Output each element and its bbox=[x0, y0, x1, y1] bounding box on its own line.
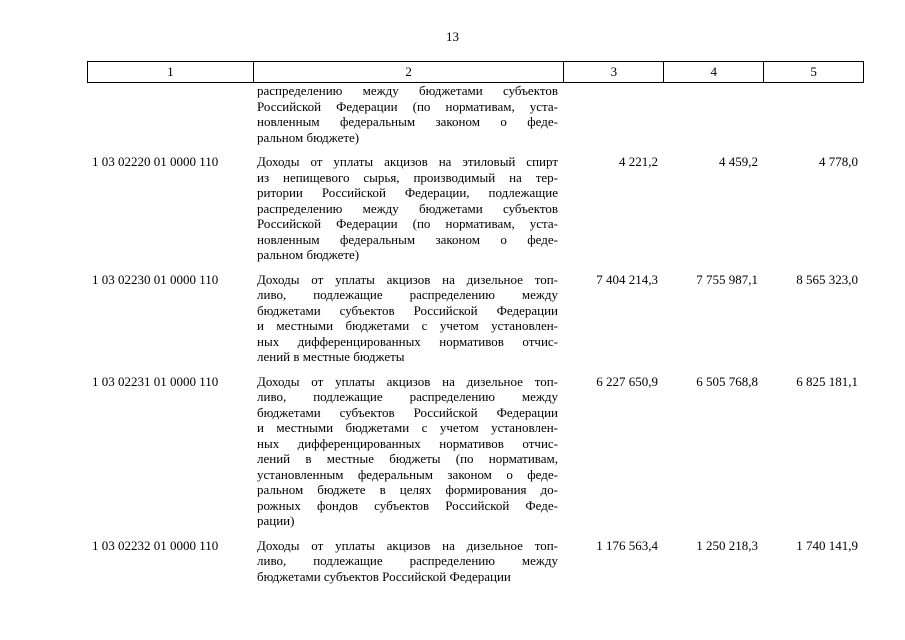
description-line: новленным федеральным законом о феде- bbox=[257, 231, 558, 247]
description-line: ливо, подлежащие распределению между bbox=[257, 287, 558, 302]
header-col-2: 2 bbox=[254, 62, 565, 82]
description-line: Доходы от уплаты акцизов на дизельное топ- bbox=[257, 537, 558, 553]
amount-column-5: 6 825 181,1 bbox=[796, 373, 858, 389]
description-line: ральном бюджете) bbox=[257, 129, 360, 145]
budget-classification-code: 1 03 02220 01 0000 110 bbox=[92, 154, 219, 169]
description-line: ритории Российской Федерации, подлежащие bbox=[257, 185, 558, 200]
table-header bbox=[87, 61, 864, 83]
description-line: Российской Федерации (по нормативам, уста- bbox=[257, 98, 558, 114]
amount-column-4: 6 505 768,8 bbox=[696, 373, 758, 389]
description-line: и местными бюджетами с учетом установлен- bbox=[257, 318, 558, 333]
description-line: ральном бюджете в целях формирования до- bbox=[257, 482, 558, 497]
amount-column-3: 4 221,2 bbox=[619, 154, 658, 169]
budget-classification-code: 1 03 02232 01 0000 110 bbox=[92, 537, 219, 553]
amount-column-5: 8 565 323,0 bbox=[796, 271, 858, 287]
table-row bbox=[87, 538, 864, 585]
amount-column-5: 1 740 141,9 bbox=[796, 537, 858, 553]
description-line: ливо, подлежащие распределению между bbox=[257, 389, 558, 404]
description-line: лений в местные бюджеты bbox=[257, 349, 405, 364]
amount-column-4 bbox=[664, 83, 764, 145]
description-line: новленным федеральным законом о феде- bbox=[257, 114, 558, 129]
header-col-3: 3 bbox=[564, 62, 664, 82]
description-line: Доходы от уплаты акцизов на этиловый спирт bbox=[257, 154, 558, 169]
amount-column-4: 1 250 218,3 bbox=[696, 537, 758, 553]
revenue-description bbox=[253, 538, 564, 585]
description-line: бюджетами субъектов Российской Федерации bbox=[257, 568, 511, 584]
description-line: Российской Федерации (по нормативам, уста- bbox=[257, 216, 558, 231]
description-line: установленным федеральным законом о феде- bbox=[257, 466, 558, 482]
description-line: распределению между бюджетами субъектов bbox=[257, 200, 558, 216]
budget-classification-code: 1 03 02231 01 0000 110 bbox=[92, 373, 219, 389]
description-line: из непищевого сырья, производимый на тер- bbox=[257, 169, 558, 185]
amount-column-5: 4 778,0 bbox=[819, 154, 858, 169]
table-body bbox=[87, 83, 864, 593]
description-line: и местными бюджетами с учетом установлен- bbox=[257, 420, 558, 435]
revenue-description bbox=[253, 83, 564, 145]
table-row bbox=[87, 154, 864, 263]
page-number: 13 bbox=[446, 29, 459, 44]
description-line: лений в местные бюджеты (по нормативам, bbox=[257, 451, 558, 466]
description-line: ных дифференцированных нормативов отчис- bbox=[257, 435, 558, 451]
amount-column-3: 7 404 214,3 bbox=[596, 271, 658, 287]
amount-column-4: 4 459,2 bbox=[719, 154, 758, 169]
description-line: бюджетами субъектов Российской Федерации bbox=[257, 302, 558, 318]
description-line: ных дифференцированных нормативов отчис- bbox=[257, 333, 558, 349]
amount-column-3: 1 176 563,4 bbox=[596, 537, 658, 553]
amount-column-4: 7 755 987,1 bbox=[696, 271, 758, 287]
header-col-5: 5 bbox=[764, 62, 864, 82]
revenue-description bbox=[253, 374, 564, 529]
amount-column-3 bbox=[564, 83, 664, 145]
description-line: ральном бюджете) bbox=[257, 247, 360, 262]
table-row bbox=[87, 83, 864, 145]
budget-classification-code bbox=[87, 83, 253, 145]
budget-classification-code: 1 03 02230 01 0000 110 bbox=[92, 271, 219, 287]
revenue-description bbox=[253, 154, 564, 263]
description-line: распределению между бюджетами субъектов bbox=[257, 83, 558, 98]
table-row bbox=[87, 374, 864, 529]
description-line: ливо, подлежащие распределению между bbox=[257, 553, 558, 568]
description-line: Доходы от уплаты акцизов на дизельное топ- bbox=[257, 373, 558, 389]
description-line: бюджетами субъектов Российской Федерации bbox=[257, 404, 558, 420]
header-col-1: 1 bbox=[88, 62, 254, 82]
description-line: рации) bbox=[257, 513, 295, 528]
table-row bbox=[87, 272, 864, 365]
header-col-4: 4 bbox=[664, 62, 764, 82]
description-line: Доходы от уплаты акцизов на дизельное топ- bbox=[257, 271, 558, 287]
amount-column-5 bbox=[764, 83, 864, 145]
amount-column-3: 6 227 650,9 bbox=[596, 373, 658, 389]
description-line: рожных фондов субъектов Российской Феде- bbox=[257, 497, 558, 513]
revenue-description bbox=[253, 272, 564, 365]
